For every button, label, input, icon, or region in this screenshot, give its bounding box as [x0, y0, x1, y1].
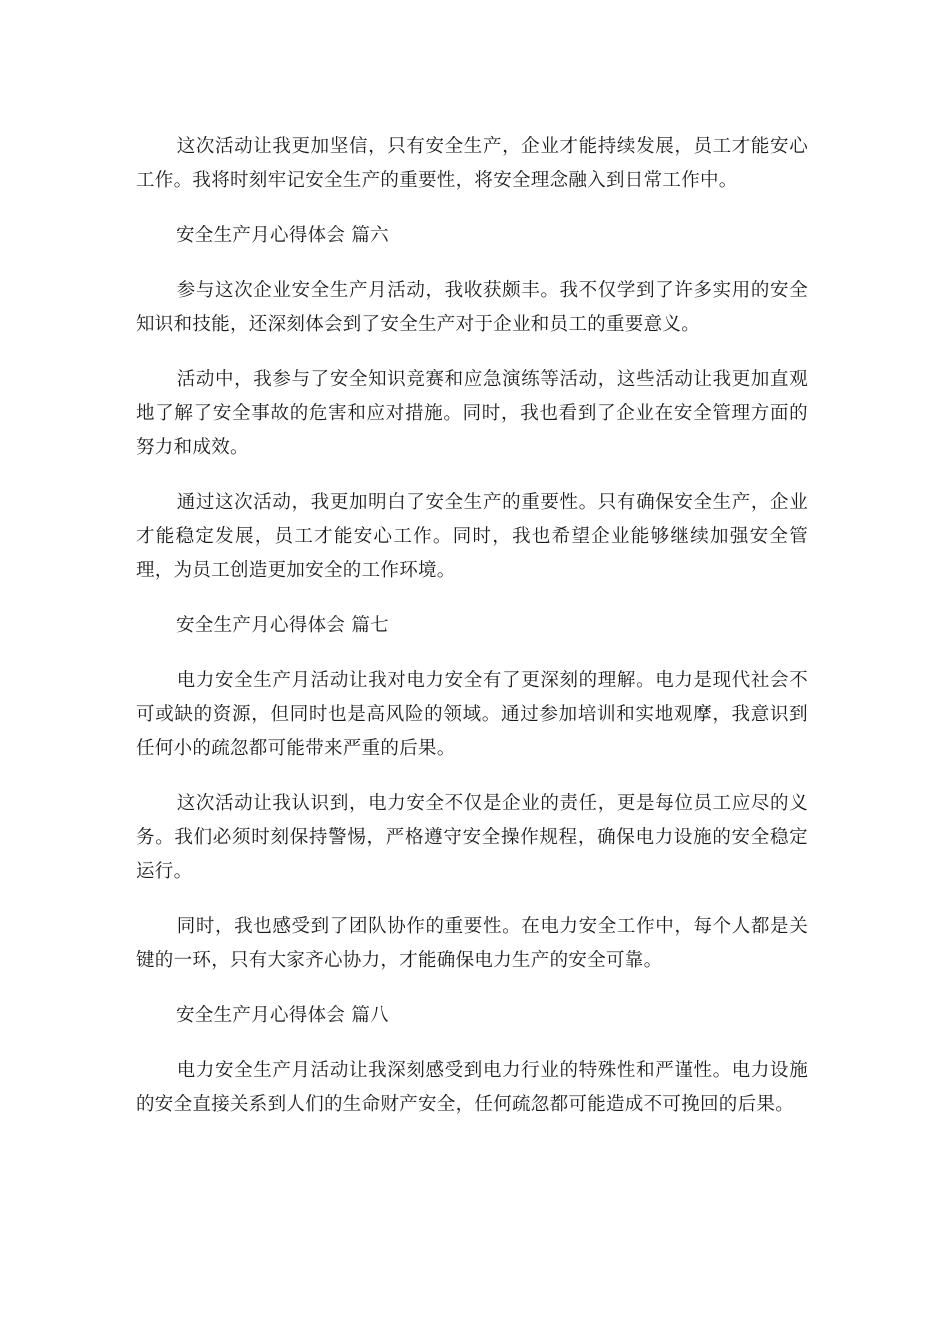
paragraph: 电力安全生产月活动让我对电力安全有了更深刻的理解。电力是现代社会不可或缺的资源，但同时也是高风险的领域。通过参加培训和实地观摩，我意识到任何小的疏忽都可能带来严重的后果。	[136, 670, 808, 759]
paragraph: 电力安全生产月活动让我深刻感受到电力行业的特殊性和严谨性。电力设施的安全直接关系到人们的生命财产安全，任何疏忽都可能造成不可挽回的后果。	[136, 1060, 808, 1115]
document-body	[136, 130, 808, 1143]
paragraph: 通过这次活动，我更加明白了安全生产的重要性。只有确保安全生产，企业才能稳定发展，员工才能安心工作。同时，我也希望企业能够继续加强安全管理，为员工创造更加安全的工作环境。	[136, 492, 808, 581]
section-heading-7: 安全生产月心得体会 篇七	[176, 615, 389, 636]
paragraph: 参与这次企业安全生产月活动，我收获颇丰。我不仅学到了许多实用的安全知识和技能，还深刻体会到了安全生产对于企业和员工的重要意义。	[136, 280, 808, 335]
section-heading-6: 安全生产月心得体会 篇六	[176, 225, 389, 246]
section-heading-8: 安全生产月心得体会 篇八	[176, 1005, 389, 1026]
paragraph: 活动中，我参与了安全知识竞赛和应急演练等活动，这些活动让我更加直观地了解了安全事故的危害和应对措施。同时，我也看到了企业在安全管理方面的努力和成效。	[136, 369, 808, 458]
paragraph: 同时，我也感受到了团队协作的重要性。在电力安全工作中，每个人都是关键的一环，只有大家齐心协力，才能确保电力生产的安全可靠。	[136, 916, 808, 971]
paragraph: 这次活动让我认识到，电力安全不仅是企业的责任，更是每位员工应尽的义务。我们必须时刻保持警惕，严格遵守安全操作规程，确保电力设施的安全稳定运行。	[136, 793, 808, 882]
paragraph: 这次活动让我更加坚信，只有安全生产，企业才能持续发展，员工才能安心工作。我将时刻牢记安全生产的重要性，将安全理念融入到日常工作中。	[136, 136, 808, 191]
